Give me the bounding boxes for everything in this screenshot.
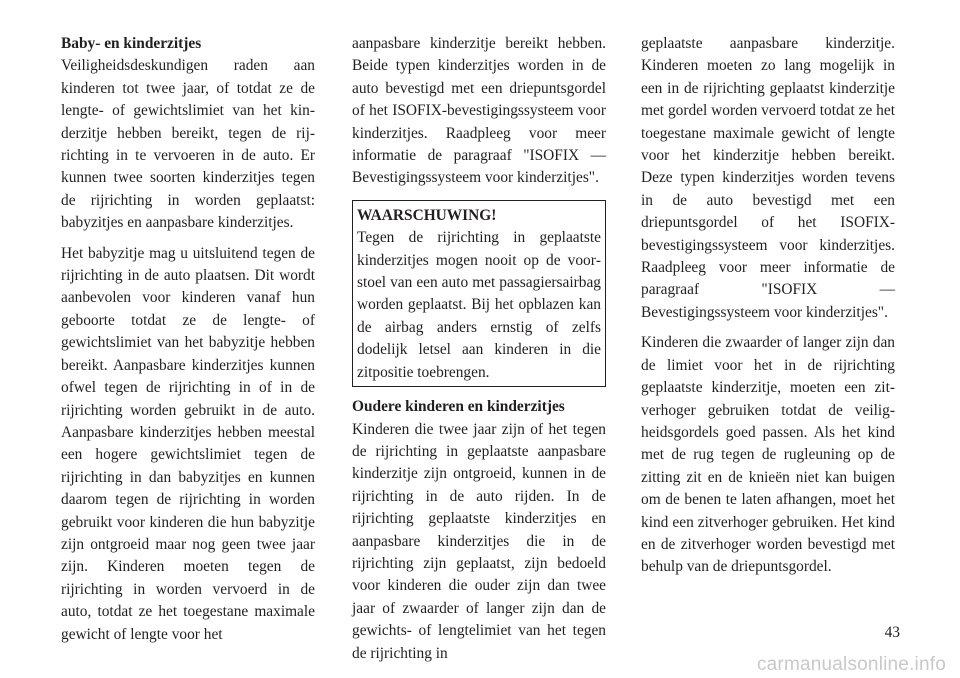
text-column-3 (641, 33, 895, 587)
text-column-1 (61, 33, 315, 654)
section-heading-older-children: Oudere kinderen en kinderzitjes (352, 398, 565, 416)
paragraph: Veiligheidsdeskundigen raden aan kinderen tot twee jaar, of totdat ze de lengte- of gewichtslimiet van het kinderzitje hebben bereikt, tegen de rijrichting in te vervoeren in de auto. Er kunnen twee soorten kinderzitjes tegen de rijrichting in worden geplaatst: babyzitjes en aanpasbare kinderzitjes. (61, 57, 315, 232)
watermark: carmanualsonline.info (756, 654, 946, 675)
warning-title: WAARSCHUWING! (357, 206, 497, 224)
paragraph: aanpasbare kinderzitje bereikt hebben. Beide typen kinderzitjes worden in de auto bevestigd met een driepuntsgordel of het ISOFIX-bevestigingssysteem voor kinderzitjes. Raadpleeg voor meer informatie de paragraaf "ISOFIX — Bevestigingssysteem voor kinderzitjes". (352, 35, 606, 187)
paragraph: Kinderen die zwaarder of langer zijn dan de limiet voor het in de rijrichting geplaatste kinderzitje, moeten een zitverhoger gebruiken totdat de veiligheidsgordels goed passen. Als het kind met de rug tegen de rugleuning op de zitting zit en de knieën niet kan buigen om de benen te laten afhangen, moet het kind een zitverhoger gebruiken. Het kind en de zitverhoger worden bevestigd met behulp van de driepuntsgordel. (641, 334, 895, 576)
paragraph: geplaatste aanpasbare kinderzitje. Kinderen moeten zo lang mogelijk in een in de rijrichting geplaatst kinderzitje met gordel worden vervoerd totdat ze het toegestane maximale gewicht of lengte voor het kinderzitje hebben bereikt. Deze typen kinderzitjes worden tevens in de auto bevestigd met een driepuntsgordel of het ISOFIX-bevestigingssysteem voor kinderzitjes. Raadpleeg voor meer informatie de paragraaf "ISOFIX — Bevestigingssysteem voor kinderzitjes". (641, 35, 895, 321)
section-heading-baby-seats: Baby- en kinderzitjes (61, 35, 202, 52)
warning-box (352, 200, 606, 387)
paragraph: Kinderen die twee jaar zijn of het tegen de rijrichting in geplaatste aanpasbare kinderzitje zijn ontgroeid, kunnen in de rijrichting in de auto rijden. In de rijrichting geplaatste kinderzitjes en aanpasbare kinderzitjes die in de rijrichting zijn geplaatst, zijn bedoeld voor kinderen die ouder zijn dan twee jaar of zwaarder of langer zijn dan de gewichts- of lengtelimiet van het tegen de rijrichting in (352, 420, 606, 662)
paragraph: Het babyzitje mag u uitsluitend tegen de rijrichting in de auto plaatsen. Dit wordt aanbevolen voor kinderen vanaf hun geboorte totdat ze de lengte- of gewichtslimiet van het babyzitje hebben bereikt. Aanpasbare kinderzitjes kunnen ofwel tegen de rijrichting in of in de rijrichting worden gebruikt in de auto. Aanpasbare kinderzitjes hebben meestal een hogere gewichtslimiet tegen de rijrichting in dan babyzitjes en kunnen daarom tegen de rijrichting in worden gebruikt voor kinderen die hun babyzitje zijn ontgroeid maar nog geen twee jaar zijn. Kinderen moeten tegen de rijrichting in worden vervoerd in de auto, totdat ze het toegestane maximale gewicht of lengte voor het (61, 244, 315, 643)
page-number: 43 (884, 624, 900, 641)
text-column-2 (352, 33, 606, 673)
warning-text: Tegen de rijrichting in geplaatste kinderzitjes mogen nooit op de voorstoel van een auto met passagiersairbag worden geplaatst. Bij het opblazen kan de airbag anders ernstig of zelfs dodelijk letsel aan kinderen in die zitpositie toebrengen. (357, 229, 601, 381)
